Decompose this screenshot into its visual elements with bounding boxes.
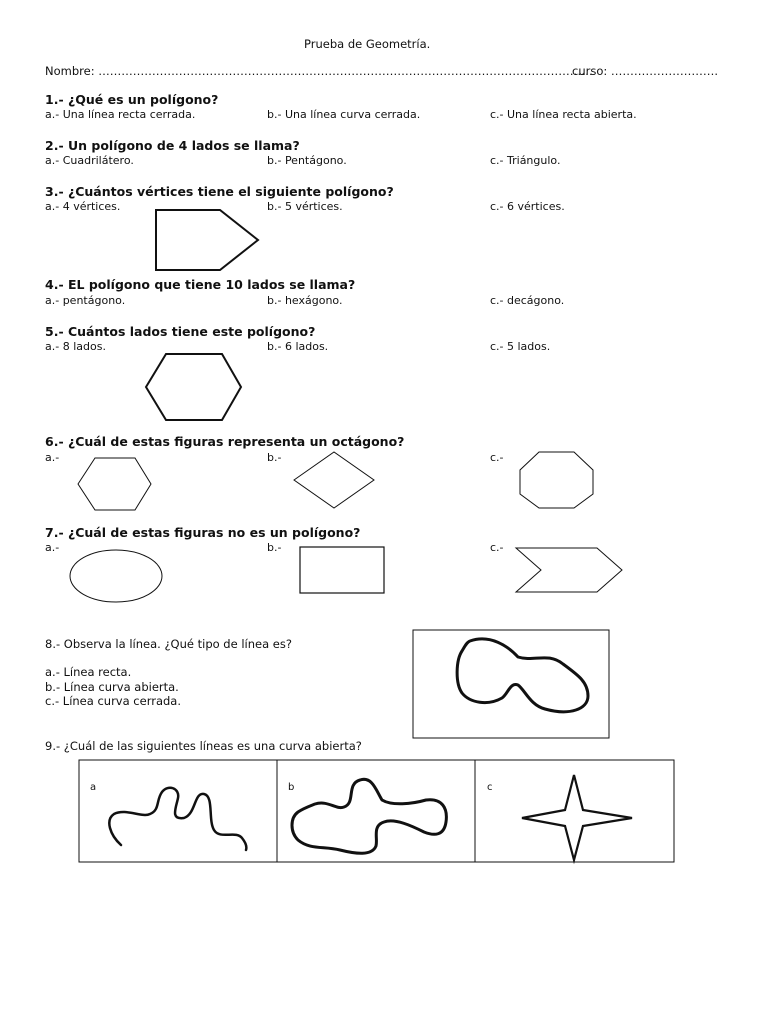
q6-option-a: a.- <box>45 451 60 464</box>
q5-option-c: c.- 5 lados. <box>490 340 551 353</box>
q4-option-b: b.- hexágono. <box>267 294 343 307</box>
q8-option-a: a.- Línea recta. <box>45 665 132 679</box>
curso-field-line: curso: ………………………. <box>572 64 719 78</box>
q1-option-c: c.- Una línea recta abierta. <box>490 108 637 121</box>
q8-option-c: c.- Línea curva cerrada. <box>45 694 182 708</box>
question-8: 8.- Observa la línea. ¿Qué tipo de línea es? <box>45 637 292 651</box>
question-3: 3.- ¿Cuántos vértices tiene el siguiente polígono? <box>45 184 394 199</box>
q9-label-a: a <box>90 782 97 793</box>
q7-option-c: c.- <box>490 541 504 554</box>
q2-option-b: b.- Pentágono. <box>267 154 347 167</box>
q3-option-b: b.- 5 vértices. <box>267 200 343 213</box>
nombre-field-line: Nombre: ………………………………………………………………………………………………………………… <box>45 64 593 78</box>
question-2: 2.- Un polígono de 4 lados se llama? <box>45 138 300 153</box>
question-5: 5.- Cuántos lados tiene este polígono? <box>45 324 316 339</box>
q1-option-b: b.- Una línea curva cerrada. <box>267 108 421 121</box>
question-7: 7.- ¿Cuál de estas figuras no es un polígono? <box>45 525 361 540</box>
q9-star-c <box>522 775 632 860</box>
question-4: 4.- EL polígono que tiene 10 lados se llama? <box>45 277 356 292</box>
q8-option-b: b.- Línea curva abierta. <box>45 680 179 694</box>
q3-option-a: a.- 4 vértices. <box>45 200 121 213</box>
q9-closed-curve-b <box>292 779 446 853</box>
q9-label-b: b <box>288 782 295 793</box>
question-9: 9.- ¿Cuál de las siguientes líneas es una curva abierta? <box>45 739 362 753</box>
q1-option-a: a.- Una línea recta cerrada. <box>45 108 196 121</box>
q9-open-curve-a <box>109 788 246 850</box>
q5-option-a: a.- 8 lados. <box>45 340 106 353</box>
q7-option-b: b.- <box>267 541 282 554</box>
q4-option-a: a.- pentágono. <box>45 294 126 307</box>
page-title: Prueba de Geometría. <box>304 37 431 51</box>
question-6: 6.- ¿Cuál de estas figuras representa un octágono? <box>45 434 405 449</box>
q6-option-c: c.- <box>490 451 504 464</box>
q2-option-a: a.- Cuadrilátero. <box>45 154 134 167</box>
question-1: 1.- ¿Qué es un polígono? <box>45 92 219 107</box>
q5-option-b: b.- 6 lados. <box>267 340 329 353</box>
q3-option-c: c.- 6 vértices. <box>490 200 565 213</box>
q6-option-b: b.- <box>267 451 282 464</box>
q9-label-c: c <box>487 782 493 793</box>
q2-option-c: c.- Triángulo. <box>490 154 561 167</box>
q7-option-a: a.- <box>45 541 60 554</box>
q4-option-c: c.- decágono. <box>490 294 565 307</box>
